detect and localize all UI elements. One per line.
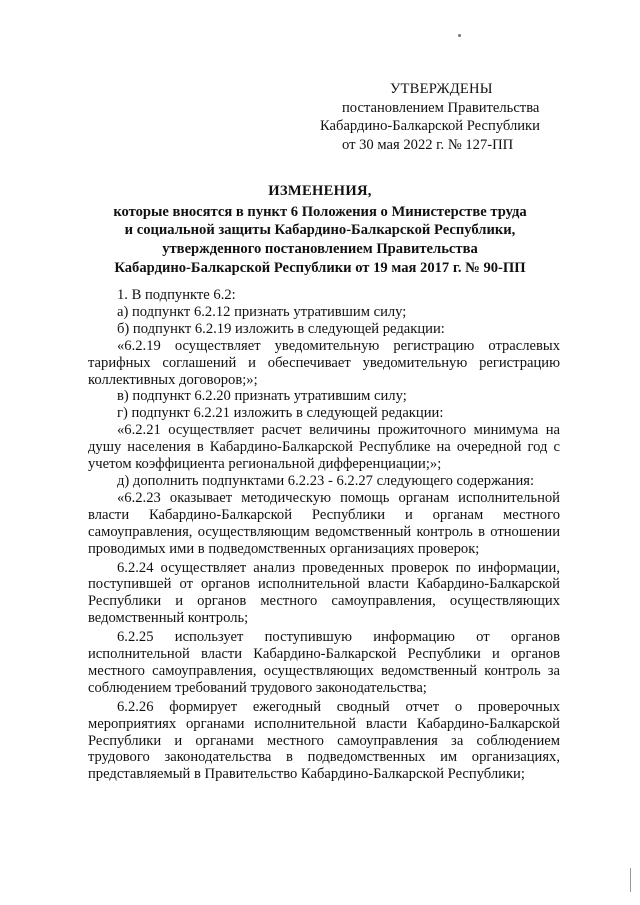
paragraph-subitem-a: а) подпункт 6.2.12 признать утратившим силу; [117, 303, 407, 320]
paragraph-quote-6-2-23: «6.2.23 оказывает методическую помощь органам исполнительной власти Кабардино-Балкарской Республики и органам местного самоуправления, осуществляющим ведомственный контроль в отношении проводимых ими в подведомственных организациях проверок; [88, 489, 560, 557]
paragraph-6-2-26: 6.2.26 формирует ежегодный сводный отчет о проверочных мероприятиях органами исполнительной власти Кабардино-Балкарской Республики и органами местного самоуправления за соблюдением трудового законодательства в подведомственных им организациях, представляемый в Правительство Кабардино-Балкарской Республики; [88, 698, 560, 783]
title-line: утвержденного постановлением Правительства [162, 241, 478, 258]
document-title [80, 182, 560, 278]
paragraph-item-1: 1. В подпункте 6.2: [117, 287, 236, 303]
approval-line-resolution: постановлением Правительства [342, 99, 540, 116]
paragraph-subitem-b: б) подпункт 6.2.19 изложить в следующей редакции: [117, 320, 445, 337]
approval-line-republic: Кабардино-Балкарской Республики [320, 118, 540, 134]
paragraph-quote-6-2-21: «6.2.21 осуществляет расчет величины прожиточного минимума на душу населения в Кабардино-Балкарской Республике на очередной год с учетом коэффициента региональной дифференциации;»; [88, 422, 560, 473]
title-line: которые вносятся в пункт 6 Положения о Министерстве труда [113, 203, 527, 220]
paragraph-quote-6-2-19: «6.2.19 осуществляет уведомительную регистрацию отраслевых тарифных соглашений и обеспечивает уведомительную регистрацию коллективных договоров;»; [88, 337, 560, 388]
title-main: ИЗМЕНЕНИЯ, [268, 183, 372, 199]
paragraph-6-2-24: 6.2.24 осуществляет анализ проведенных проверок по информации, поступившей от органов исполнительной власти Кабардино-Балкарской Республики и органов местного самоуправления, осуществляющих ведомственный контроль; [88, 559, 560, 627]
paragraph-subitem-d: д) дополнить подпунктами 6.2.23 - 6.2.27 следующего содержания: [117, 472, 535, 489]
approval-heading: УТВЕРЖДЕНЫ [390, 81, 493, 97]
title-line: Кабардино-Балкарской Республики от 19 мая 2017 г. № 90-ПП [114, 259, 526, 276]
paragraph-subitem-v: в) подпункт 6.2.20 признать утратившим силу; [117, 388, 407, 405]
paragraph-6-2-25: 6.2.25 использует поступившую информацию от органов исполнительной власти Кабардино-Балкарской Республики и органов местного самоуправления, осуществляющих ведомственный контроль за соблюдением требований трудового законодательства; [88, 629, 560, 696]
title-line: и социальной защиты Кабардино-Балкарской Республики, [124, 222, 516, 239]
approval-stamp-block [300, 80, 600, 154]
scan-dot [458, 34, 461, 37]
approval-line-date: от 30 мая 2022 г. № 127-ПП [342, 136, 514, 153]
document-body [88, 287, 560, 783]
scan-edge-mark [630, 868, 631, 892]
paragraph-subitem-g: г) подпункт 6.2.21 изложить в следующей редакции: [117, 405, 444, 422]
